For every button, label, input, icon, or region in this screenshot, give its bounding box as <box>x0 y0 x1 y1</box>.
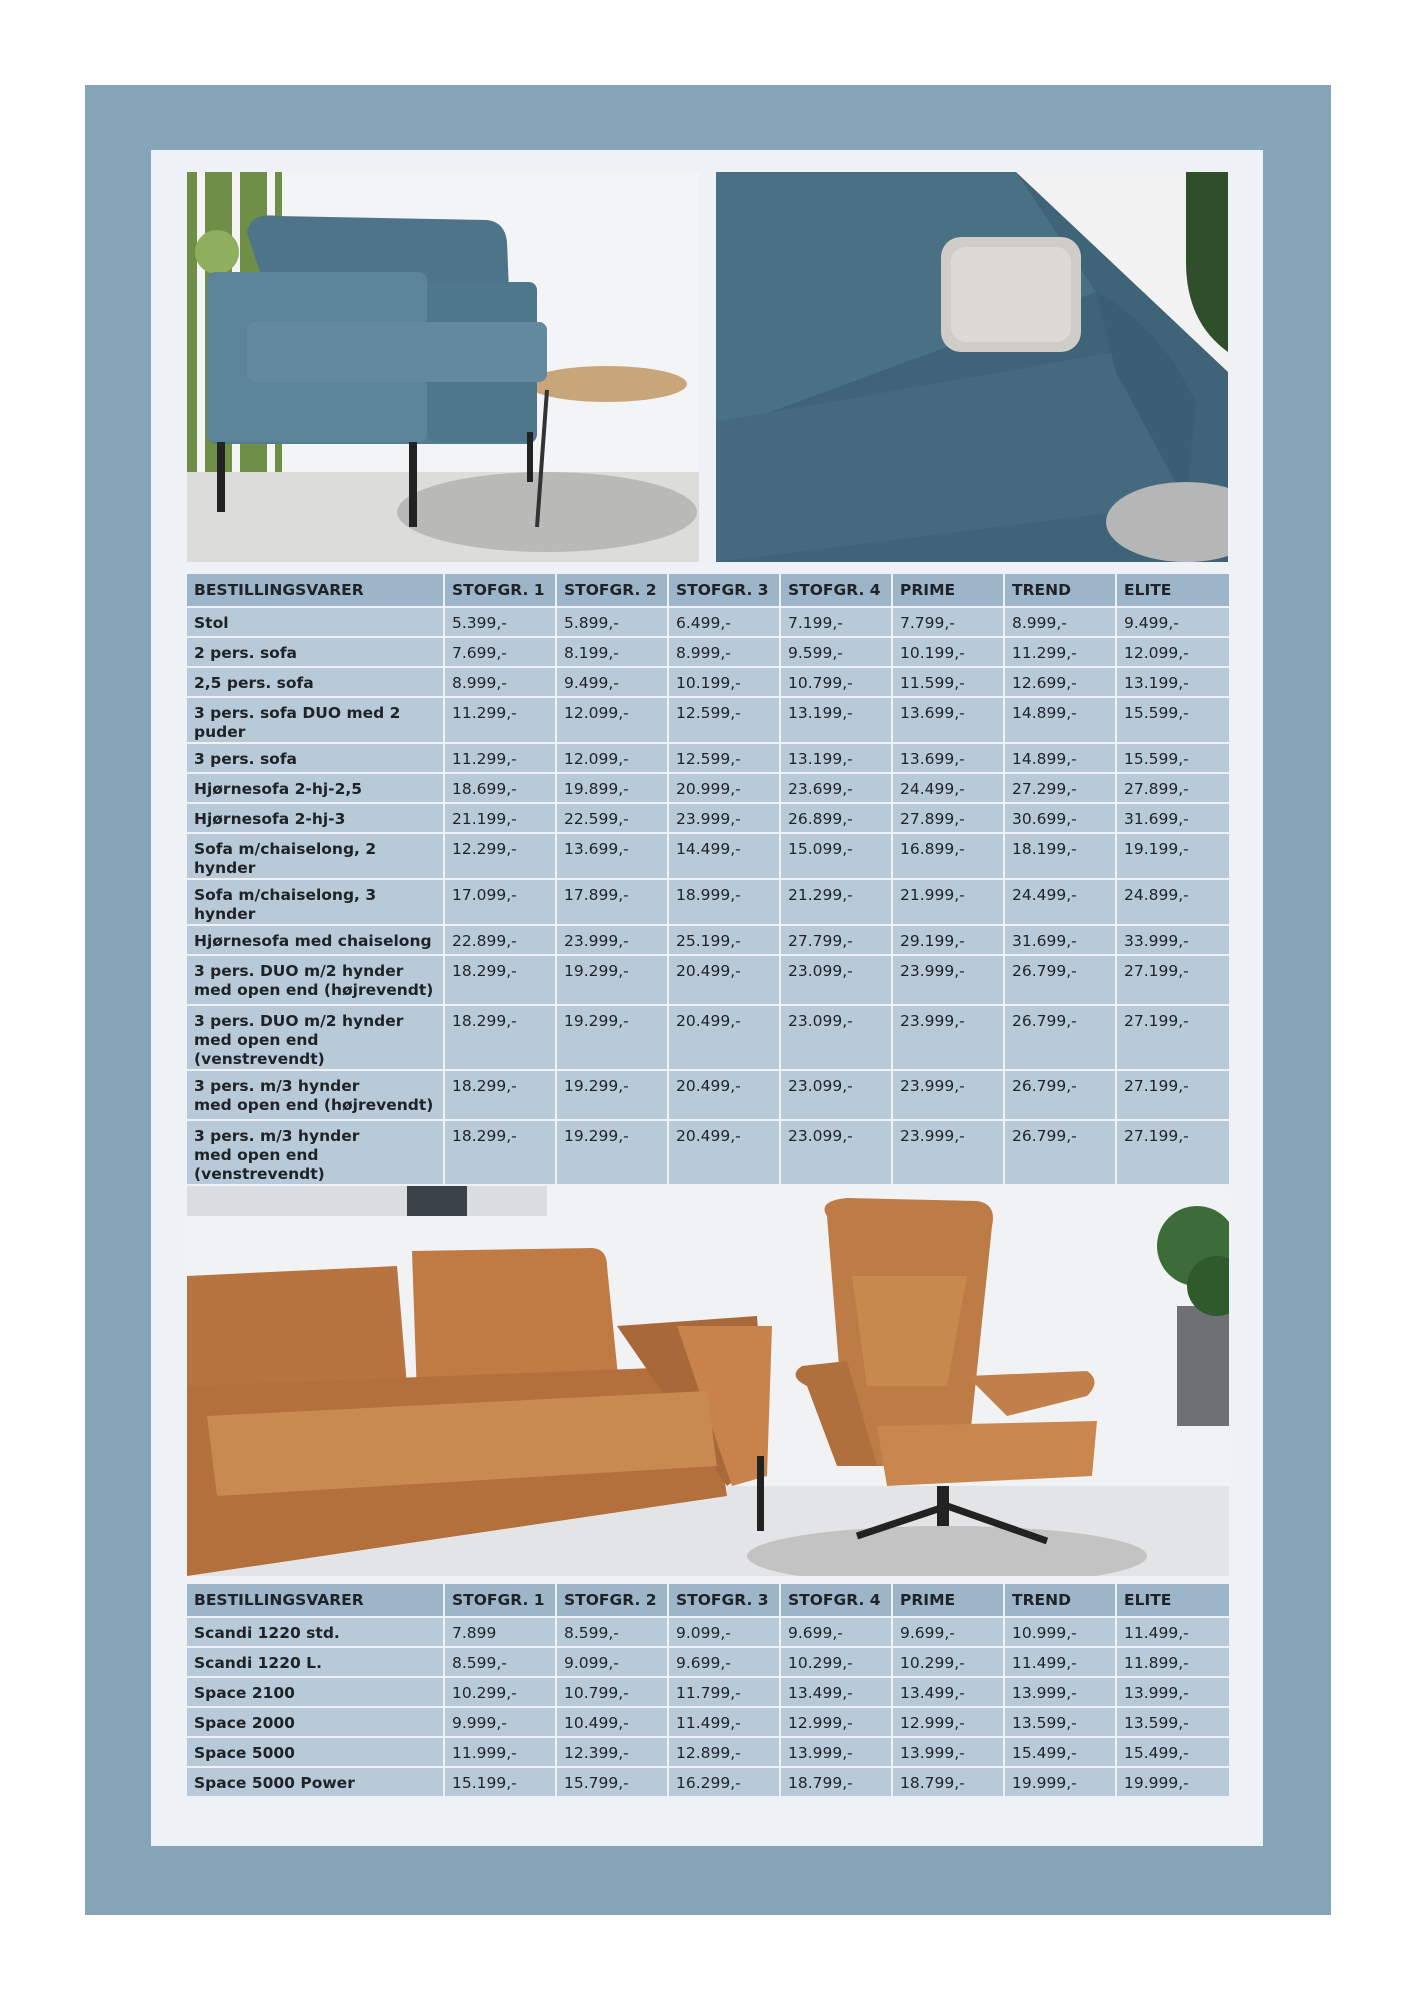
table-row <box>187 1708 1229 1738</box>
price-cell: 12.299,- <box>445 834 557 880</box>
column-header: TREND <box>1005 574 1117 608</box>
price-cell: 27.199,- <box>1117 1121 1229 1186</box>
price-cell: 9.699,- <box>669 1648 781 1678</box>
price-cell: 20.499,- <box>669 1006 781 1071</box>
product-name-cell <box>187 1121 445 1186</box>
table-row <box>187 834 1229 880</box>
price-cell: 7.699,- <box>445 638 557 668</box>
price-cell: 21.199,- <box>445 804 557 834</box>
price-cell: 11.499,- <box>669 1708 781 1738</box>
price-cell: 13.999,- <box>893 1738 1005 1768</box>
price-cell: 10.799,- <box>781 668 893 698</box>
product-name-line: 3 pers. m/3 hynder <box>194 1077 360 1095</box>
product-name-line: med open end (højrevendt) <box>194 981 434 999</box>
price-cell: 10.299,- <box>893 1648 1005 1678</box>
product-name-cell <box>187 668 445 698</box>
price-cell: 18.299,- <box>445 1121 557 1186</box>
price-cell: 8.999,- <box>445 668 557 698</box>
price-cell: 15.599,- <box>1117 744 1229 774</box>
price-cell: 15.199,- <box>445 1768 557 1798</box>
table-row <box>187 608 1229 638</box>
price-cell: 12.599,- <box>669 698 781 744</box>
price-cell: 14.899,- <box>1005 698 1117 744</box>
price-cell: 18.299,- <box>445 1006 557 1071</box>
column-header: STOFGR. 1 <box>445 1584 557 1618</box>
price-cell: 18.699,- <box>445 774 557 804</box>
price-cell: 15.099,- <box>781 834 893 880</box>
price-cell: 18.799,- <box>781 1768 893 1798</box>
price-cell: 18.299,- <box>445 1071 557 1121</box>
price-cell: 7.799,- <box>893 608 1005 638</box>
price-cell: 10.199,- <box>893 638 1005 668</box>
price-cell: 27.799,- <box>781 926 893 956</box>
column-header: STOFGR. 3 <box>669 1584 781 1618</box>
table-row <box>187 1648 1229 1678</box>
price-cell: 20.499,- <box>669 1121 781 1186</box>
product-name-line: Space 2000 <box>194 1714 295 1732</box>
price-cell: 9.999,- <box>445 1708 557 1738</box>
price-cell: 13.199,- <box>781 698 893 744</box>
price-cell: 13.999,- <box>1005 1678 1117 1708</box>
price-cell: 10.999,- <box>1005 1618 1117 1648</box>
price-cell: 11.299,- <box>445 698 557 744</box>
price-cell: 18.999,- <box>669 880 781 926</box>
price-cell: 26.799,- <box>1005 1006 1117 1071</box>
price-cell: 19.199,- <box>1117 834 1229 880</box>
price-cell: 13.599,- <box>1005 1708 1117 1738</box>
price-cell: 13.699,- <box>893 744 1005 774</box>
product-name-line: 3 pers. sofa <box>194 750 298 768</box>
price-cell: 21.999,- <box>893 880 1005 926</box>
price-table-fabric <box>187 574 1229 1246</box>
product-name-cell <box>187 880 445 926</box>
price-cell: 8.199,- <box>557 638 669 668</box>
column-header: PRIME <box>893 574 1005 608</box>
price-cell: 6.499,- <box>669 608 781 638</box>
price-cell: 19.299,- <box>557 956 669 1006</box>
price-cell: 13.999,- <box>1117 1678 1229 1708</box>
product-name-line: Scandi 1220 std. <box>194 1624 340 1642</box>
column-header: PRIME <box>893 1584 1005 1618</box>
price-cell: 27.299,- <box>1005 774 1117 804</box>
price-cell: 24.499,- <box>1005 880 1117 926</box>
price-cell: 26.799,- <box>1005 956 1117 1006</box>
table-row <box>187 926 1229 956</box>
price-cell: 24.499,- <box>893 774 1005 804</box>
price-cell: 11.499,- <box>1117 1618 1229 1648</box>
photo-blue-sofa <box>187 172 699 562</box>
price-cell: 19.299,- <box>557 1121 669 1186</box>
table-row <box>187 1678 1229 1708</box>
price-cell: 27.899,- <box>893 804 1005 834</box>
price-cell: 30.699,- <box>1005 804 1117 834</box>
product-name-line: med open end (højrevendt) <box>194 1096 434 1114</box>
product-name-line: Scandi 1220 L. <box>194 1654 322 1672</box>
price-cell: 7.899 <box>445 1618 557 1648</box>
product-name-line: Hjørnesofa 2-hj-2,5 <box>194 780 363 798</box>
price-cell: 20.499,- <box>669 956 781 1006</box>
price-cell: 10.199,- <box>669 668 781 698</box>
price-cell: 23.999,- <box>557 926 669 956</box>
price-cell: 8.999,- <box>1005 608 1117 638</box>
price-cell: 23.099,- <box>781 1006 893 1071</box>
price-cell: 12.699,- <box>1005 668 1117 698</box>
product-name-line: Space 2100 <box>194 1684 295 1702</box>
price-cell: 11.999,- <box>445 1738 557 1768</box>
column-header: STOFGR. 4 <box>781 574 893 608</box>
price-cell: 19.299,- <box>557 1006 669 1071</box>
product-name-cell <box>187 1678 445 1708</box>
price-cell: 23.999,- <box>669 804 781 834</box>
product-name-cell <box>187 1006 445 1071</box>
price-cell: 12.999,- <box>893 1708 1005 1738</box>
price-cell: 15.599,- <box>1117 698 1229 744</box>
table-row <box>187 880 1229 926</box>
price-cell: 13.499,- <box>781 1678 893 1708</box>
price-cell: 13.699,- <box>893 698 1005 744</box>
price-cell: 5.899,- <box>557 608 669 638</box>
product-name-cell <box>187 744 445 774</box>
price-cell: 19.999,- <box>1005 1768 1117 1798</box>
column-header: STOFGR. 1 <box>445 574 557 608</box>
price-cell: 17.899,- <box>557 880 669 926</box>
table-row <box>187 956 1229 1006</box>
price-cell: 19.999,- <box>1117 1768 1229 1798</box>
price-cell: 16.899,- <box>893 834 1005 880</box>
column-header: BESTILLINGSVARER <box>187 1584 445 1618</box>
product-name-line: med open end (venstrevendt) <box>194 1146 325 1183</box>
price-cell: 12.899,- <box>669 1738 781 1768</box>
price-cell: 18.799,- <box>893 1768 1005 1798</box>
price-cell: 23.099,- <box>781 1121 893 1186</box>
table-row <box>187 668 1229 698</box>
product-name-cell <box>187 1738 445 1768</box>
product-name-cell <box>187 926 445 956</box>
price-cell: 22.599,- <box>557 804 669 834</box>
table-row <box>187 744 1229 774</box>
price-cell: 11.899,- <box>1117 1648 1229 1678</box>
price-cell: 12.099,- <box>557 744 669 774</box>
price-cell: 7.199,- <box>781 608 893 638</box>
price-cell: 21.299,- <box>781 880 893 926</box>
price-cell: 23.999,- <box>893 1071 1005 1121</box>
price-cell: 5.399,- <box>445 608 557 638</box>
price-cell: 13.199,- <box>781 744 893 774</box>
price-cell: 23.699,- <box>781 774 893 804</box>
price-cell: 27.199,- <box>1117 956 1229 1006</box>
price-cell: 8.599,- <box>445 1648 557 1678</box>
price-cell: 11.299,- <box>1005 638 1117 668</box>
table-row <box>187 1006 1229 1071</box>
column-header: TREND <box>1005 1584 1117 1618</box>
price-cell: 26.799,- <box>1005 1071 1117 1121</box>
price-cell: 13.499,- <box>893 1678 1005 1708</box>
price-cell: 12.599,- <box>669 744 781 774</box>
photo-sofa-detail <box>716 172 1228 562</box>
table-row <box>187 1768 1229 1798</box>
price-cell: 10.299,- <box>445 1678 557 1708</box>
price-cell: 9.699,- <box>781 1618 893 1648</box>
column-header: STOFGR. 2 <box>557 1584 669 1618</box>
table-row <box>187 804 1229 834</box>
table-row <box>187 698 1229 744</box>
price-cell: 25.199,- <box>669 926 781 956</box>
product-name-cell <box>187 1618 445 1648</box>
table-row <box>187 1618 1229 1648</box>
price-cell: 8.599,- <box>557 1618 669 1648</box>
photo-leather-sofa-chair <box>187 1186 1229 1576</box>
price-cell: 20.999,- <box>669 774 781 804</box>
price-cell: 23.999,- <box>893 956 1005 1006</box>
product-name-cell <box>187 1768 445 1798</box>
product-name-cell <box>187 1648 445 1678</box>
price-cell: 16.299,- <box>669 1768 781 1798</box>
price-cell: 14.899,- <box>1005 744 1117 774</box>
price-cell: 24.899,- <box>1117 880 1229 926</box>
product-name-line: med open end (venstrevendt) <box>194 1031 325 1068</box>
price-cell: 13.599,- <box>1117 1708 1229 1738</box>
price-cell: 20.499,- <box>669 1071 781 1121</box>
price-table-leather <box>187 1584 1229 1798</box>
price-cell: 27.199,- <box>1117 1006 1229 1071</box>
price-cell: 19.899,- <box>557 774 669 804</box>
product-name-line: 3 pers. DUO m/2 hynder <box>194 1012 404 1030</box>
column-header: STOFGR. 4 <box>781 1584 893 1618</box>
table-row <box>187 774 1229 804</box>
product-name-line: Hjørnesofa med chaiselong <box>194 932 432 950</box>
product-name-line: Sofa m/chaiselong, 3 hynder <box>194 886 377 923</box>
column-header: BESTILLINGSVARER <box>187 574 445 608</box>
product-name-cell <box>187 804 445 834</box>
price-cell: 11.599,- <box>893 668 1005 698</box>
product-name-cell <box>187 774 445 804</box>
price-cell: 9.599,- <box>781 638 893 668</box>
price-cell: 9.099,- <box>557 1648 669 1678</box>
product-name-cell <box>187 698 445 744</box>
price-cell: 23.099,- <box>781 956 893 1006</box>
price-cell: 23.999,- <box>893 1006 1005 1071</box>
price-cell: 31.699,- <box>1117 804 1229 834</box>
column-header: STOFGR. 3 <box>669 574 781 608</box>
price-cell: 18.299,- <box>445 956 557 1006</box>
price-cell: 8.999,- <box>669 638 781 668</box>
price-cell: 17.099,- <box>445 880 557 926</box>
price-cell: 9.699,- <box>893 1618 1005 1648</box>
price-cell: 27.199,- <box>1117 1071 1229 1121</box>
price-cell: 26.899,- <box>781 804 893 834</box>
price-cell: 13.999,- <box>781 1738 893 1768</box>
price-cell: 31.699,- <box>1005 926 1117 956</box>
price-cell: 14.499,- <box>669 834 781 880</box>
table-row <box>187 1071 1229 1121</box>
price-cell: 19.299,- <box>557 1071 669 1121</box>
column-header: STOFGR. 2 <box>557 574 669 608</box>
price-cell: 27.899,- <box>1117 774 1229 804</box>
product-name-line: 3 pers. DUO m/2 hynder <box>194 962 404 980</box>
price-cell: 10.799,- <box>557 1678 669 1708</box>
price-cell: 9.099,- <box>669 1618 781 1648</box>
price-cell: 13.199,- <box>1117 668 1229 698</box>
product-name-line: 2,5 pers. sofa <box>194 674 314 692</box>
price-cell: 9.499,- <box>557 668 669 698</box>
price-cell: 12.099,- <box>557 698 669 744</box>
price-cell: 12.999,- <box>781 1708 893 1738</box>
price-cell: 12.399,- <box>557 1738 669 1768</box>
price-cell: 12.099,- <box>1117 638 1229 668</box>
price-cell: 29.199,- <box>893 926 1005 956</box>
product-name-line: Stol <box>194 614 229 632</box>
price-cell: 11.499,- <box>1005 1648 1117 1678</box>
column-header: ELITE <box>1117 1584 1229 1618</box>
product-name-line: Space 5000 Power <box>194 1774 355 1792</box>
price-cell: 11.799,- <box>669 1678 781 1708</box>
product-name-line: 2 pers. sofa <box>194 644 298 662</box>
table-row <box>187 638 1229 668</box>
price-cell: 23.099,- <box>781 1071 893 1121</box>
price-cell: 18.199,- <box>1005 834 1117 880</box>
product-name-cell <box>187 956 445 1006</box>
product-name-line: Sofa m/chaiselong, 2 hynder <box>194 840 377 877</box>
product-name-cell <box>187 1708 445 1738</box>
price-cell: 10.499,- <box>557 1708 669 1738</box>
product-name-line: Hjørnesofa 2-hj-3 <box>194 810 346 828</box>
product-name-cell <box>187 608 445 638</box>
product-name-line: 3 pers. sofa DUO med 2 puder <box>194 704 401 741</box>
price-cell: 23.999,- <box>893 1121 1005 1186</box>
product-name-cell <box>187 638 445 668</box>
price-cell: 26.799,- <box>1005 1121 1117 1186</box>
column-header: ELITE <box>1117 574 1229 608</box>
price-cell: 22.899,- <box>445 926 557 956</box>
price-cell: 15.499,- <box>1117 1738 1229 1768</box>
price-cell: 15.799,- <box>557 1768 669 1798</box>
price-cell: 10.299,- <box>781 1648 893 1678</box>
price-cell: 9.499,- <box>1117 608 1229 638</box>
table-row <box>187 1121 1229 1186</box>
price-cell: 11.299,- <box>445 744 557 774</box>
price-cell: 13.699,- <box>557 834 669 880</box>
product-name-line: Space 5000 <box>194 1744 295 1762</box>
price-cell: 33.999,- <box>1117 926 1229 956</box>
table-row <box>187 1738 1229 1768</box>
price-cell: 15.499,- <box>1005 1738 1117 1768</box>
product-name-cell <box>187 1071 445 1121</box>
product-name-line: 3 pers. m/3 hynder <box>194 1127 360 1145</box>
product-name-cell <box>187 834 445 880</box>
